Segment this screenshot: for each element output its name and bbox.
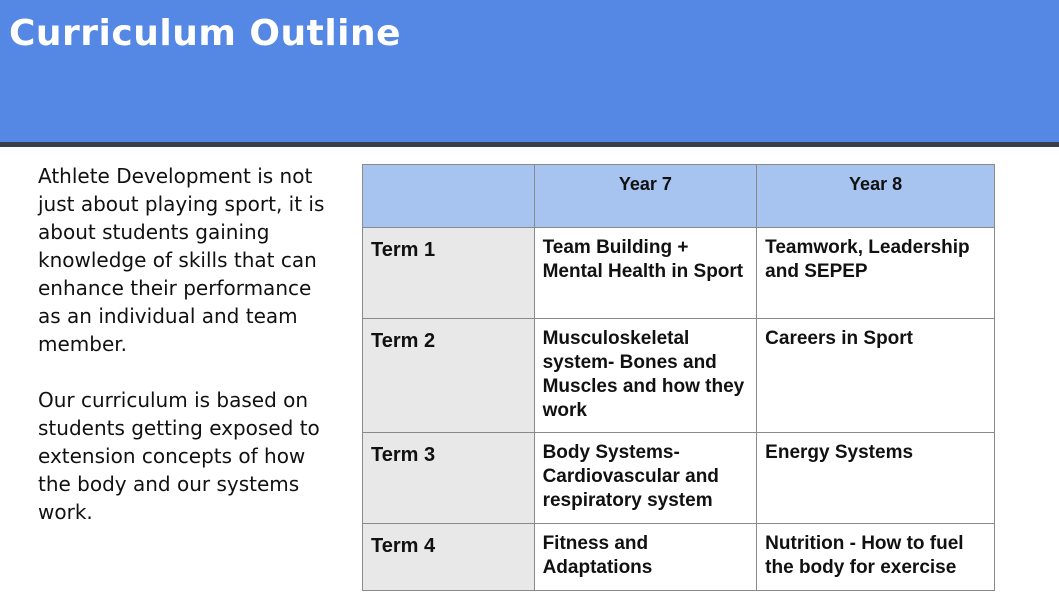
year-7-topic: Fitness and Adaptations — [534, 524, 757, 591]
year-8-topic: Nutrition - How to fuel the body for exercise — [757, 524, 995, 591]
term-label: Term 4 — [363, 524, 535, 591]
year-8-topic: Careers in Sport — [757, 319, 995, 433]
table-row — [363, 319, 995, 433]
header-cell-blank — [363, 165, 535, 228]
title-band-rule — [0, 142, 1059, 147]
term-label: Term 1 — [363, 228, 535, 319]
intro-paragraph-2: Our curriculum is based on students getting exposed to extension concepts of how the body and our systems work. — [38, 388, 320, 524]
table-row — [363, 524, 995, 591]
table-row — [363, 433, 995, 524]
slide-title: Curriculum Outline — [9, 13, 402, 54]
header-cell-year-7: Year 7 — [534, 165, 757, 228]
year-8-topic: Energy Systems — [757, 433, 995, 524]
table-header-row — [363, 165, 995, 228]
intro-text — [38, 162, 338, 526]
year-7-topic: Body Systems- Cardiovascular and respiratory system — [534, 433, 757, 524]
year-7-topic: Team Building + Mental Health in Sport — [534, 228, 757, 319]
table-row — [363, 228, 995, 319]
header-cell-year-8: Year 8 — [757, 165, 995, 228]
term-label: Term 2 — [363, 319, 535, 433]
curriculum-table — [362, 164, 995, 591]
year-8-topic: Teamwork, Leadership and SEPEP — [757, 228, 995, 319]
intro-paragraph-1: Athlete Development is not just about playing sport, it is about students gaining knowledge of skills that can enhance their performance as an individual and team member. — [38, 164, 325, 356]
year-7-topic: Musculoskeletal system- Bones and Muscles and how they work — [534, 319, 757, 433]
term-label: Term 3 — [363, 433, 535, 524]
